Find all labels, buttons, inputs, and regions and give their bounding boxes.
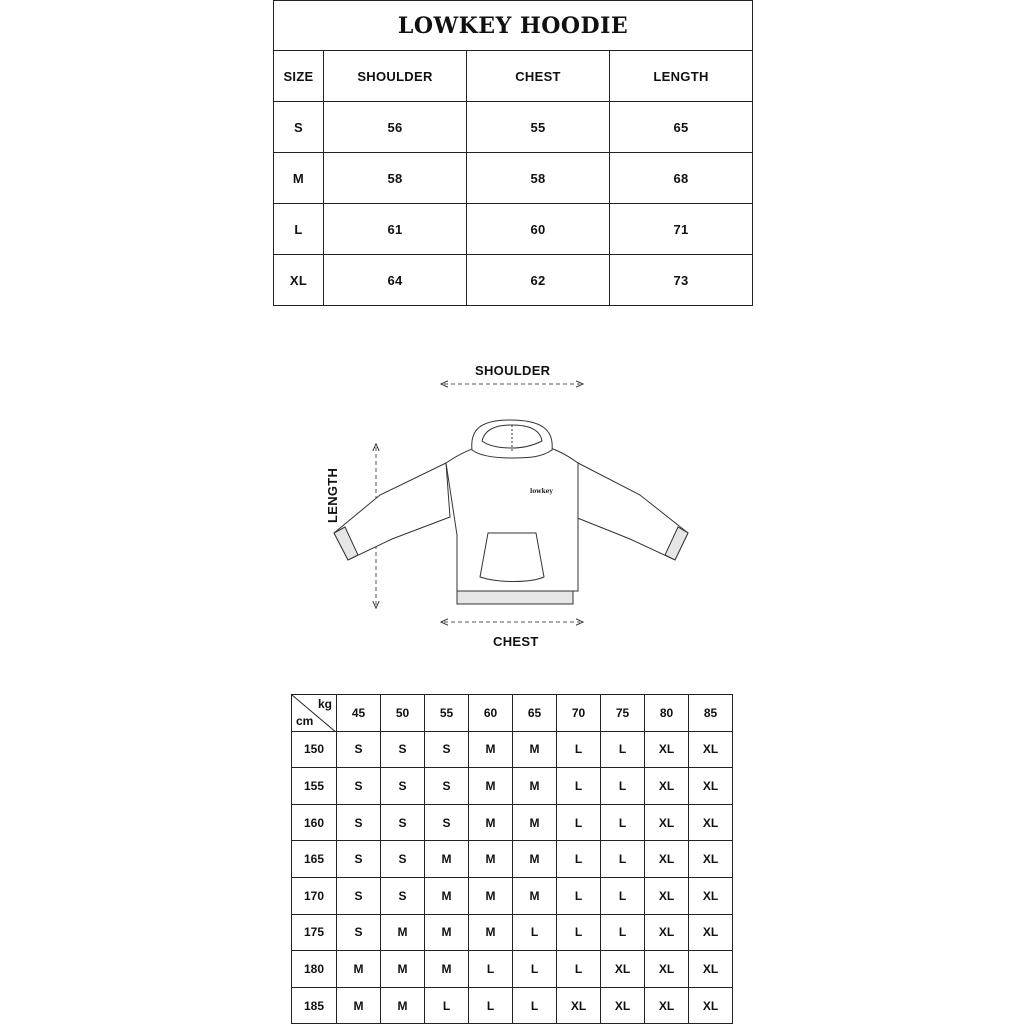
recommended-size-cell: XL xyxy=(689,768,733,805)
recommended-size-cell: XL xyxy=(601,987,645,1024)
size-cell: L xyxy=(274,204,324,255)
kg-cm-corner-cell xyxy=(292,695,337,732)
recommended-size-cell: M xyxy=(381,914,425,951)
height-row xyxy=(292,731,733,768)
recommended-size-cell: M xyxy=(513,768,557,805)
size-row xyxy=(274,153,753,204)
recommended-size-cell: L xyxy=(469,987,513,1024)
recommended-size-cell: L xyxy=(557,841,601,878)
recommended-size-cell: S xyxy=(425,731,469,768)
height-cell: 175 xyxy=(292,914,337,951)
recommended-size-cell: XL xyxy=(645,914,689,951)
height-cell: 180 xyxy=(292,951,337,988)
height-row xyxy=(292,768,733,805)
height-row xyxy=(292,951,733,988)
recommended-size-cell: XL xyxy=(645,768,689,805)
recommended-size-cell: S xyxy=(381,768,425,805)
length-cell: 65 xyxy=(610,102,753,153)
weight-header: 70 xyxy=(557,695,601,732)
weight-header: 50 xyxy=(381,695,425,732)
weight-header: 85 xyxy=(689,695,733,732)
recommended-size-cell: M xyxy=(425,841,469,878)
weight-header: 75 xyxy=(601,695,645,732)
size-recommendation-table xyxy=(291,694,733,1024)
recommended-size-cell: L xyxy=(601,841,645,878)
recommended-size-cell: S xyxy=(381,877,425,914)
recommended-size-cell: XL xyxy=(689,877,733,914)
size-cell: M xyxy=(274,153,324,204)
recommended-size-cell: XL xyxy=(689,731,733,768)
height-row xyxy=(292,914,733,951)
header-length: LENGTH xyxy=(610,51,753,102)
recommended-size-cell: M xyxy=(513,841,557,878)
chest-cell: 55 xyxy=(467,102,610,153)
kg-label: kg xyxy=(317,697,332,711)
hoodie-outline xyxy=(334,420,688,604)
recommended-size-cell: M xyxy=(469,804,513,841)
recommended-size-cell: M xyxy=(381,987,425,1024)
header-size: SIZE xyxy=(274,51,324,102)
size-row xyxy=(274,204,753,255)
recommended-size-cell: S xyxy=(337,804,381,841)
recommended-size-cell: M xyxy=(425,914,469,951)
chest-cell: 62 xyxy=(467,255,610,306)
recommended-size-cell: S xyxy=(381,731,425,768)
recommended-size-cell: XL xyxy=(689,914,733,951)
recommended-size-cell: S xyxy=(337,877,381,914)
recommended-size-cell: M xyxy=(425,951,469,988)
recommended-size-cell: XL xyxy=(689,841,733,878)
length-cell: 68 xyxy=(610,153,753,204)
recommended-size-cell: L xyxy=(601,877,645,914)
recommended-size-cell: L xyxy=(513,987,557,1024)
recommended-size-cell: M xyxy=(469,768,513,805)
header-shoulder: SHOULDER xyxy=(324,51,467,102)
weight-header-row xyxy=(292,695,733,732)
hoodie-logo-text: lowkey xyxy=(530,488,553,495)
shoulder-cell: 61 xyxy=(324,204,467,255)
recommended-size-cell: M xyxy=(513,731,557,768)
length-cell: 73 xyxy=(610,255,753,306)
recommended-size-cell: XL xyxy=(645,841,689,878)
recommended-size-cell: L xyxy=(557,914,601,951)
recommended-size-cell: M xyxy=(469,877,513,914)
recommended-size-cell: L xyxy=(425,987,469,1024)
shoulder-cell: 58 xyxy=(324,153,467,204)
recommended-size-cell: L xyxy=(557,731,601,768)
recommended-size-cell: S xyxy=(425,804,469,841)
recommended-size-cell: L xyxy=(557,804,601,841)
cm-label: cm xyxy=(296,713,314,728)
recommended-size-cell: XL xyxy=(645,804,689,841)
height-row xyxy=(292,841,733,878)
size-cell: XL xyxy=(274,255,324,306)
hoodie-measurement-diagram xyxy=(320,355,720,655)
recommended-size-cell: L xyxy=(601,914,645,951)
recommended-size-cell: M xyxy=(337,951,381,988)
size-chart-table xyxy=(273,0,753,306)
recommended-size-cell: L xyxy=(469,951,513,988)
weight-header: 65 xyxy=(513,695,557,732)
height-cell: 150 xyxy=(292,731,337,768)
length-cell: 71 xyxy=(610,204,753,255)
recommended-size-cell: XL xyxy=(689,987,733,1024)
size-row xyxy=(274,102,753,153)
recommended-size-cell: XL xyxy=(689,804,733,841)
height-row xyxy=(292,877,733,914)
recommended-size-cell: L xyxy=(557,951,601,988)
shoulder-label: SHOULDER xyxy=(475,363,551,378)
recommended-size-cell: M xyxy=(513,804,557,841)
hoodie-illustration xyxy=(320,355,720,655)
weight-header: 60 xyxy=(469,695,513,732)
recommended-size-cell: L xyxy=(513,951,557,988)
height-cell: 170 xyxy=(292,877,337,914)
recommended-size-cell: XL xyxy=(645,951,689,988)
chest-cell: 60 xyxy=(467,204,610,255)
recommended-size-cell: S xyxy=(337,914,381,951)
recommended-size-cell: XL xyxy=(689,951,733,988)
recommended-size-cell: S xyxy=(381,804,425,841)
height-row xyxy=(292,804,733,841)
recommended-size-cell: M xyxy=(513,877,557,914)
weight-header: 55 xyxy=(425,695,469,732)
recommended-size-cell: L xyxy=(601,804,645,841)
size-chart-header-row xyxy=(274,51,753,102)
height-cell: 155 xyxy=(292,768,337,805)
recommended-size-cell: XL xyxy=(601,951,645,988)
weight-header: 80 xyxy=(645,695,689,732)
recommended-size-cell: L xyxy=(557,877,601,914)
recommended-size-cell: S xyxy=(337,768,381,805)
recommended-size-cell: L xyxy=(601,731,645,768)
recommended-size-cell: L xyxy=(601,768,645,805)
recommended-size-cell: M xyxy=(425,877,469,914)
recommended-size-cell: M xyxy=(469,731,513,768)
recommended-size-cell: M xyxy=(337,987,381,1024)
size-row xyxy=(274,255,753,306)
recommended-size-cell: S xyxy=(381,841,425,878)
recommended-size-cell: M xyxy=(381,951,425,988)
length-label: LENGTH xyxy=(325,467,340,523)
height-cell: 185 xyxy=(292,987,337,1024)
shoulder-cell: 56 xyxy=(324,102,467,153)
chest-label: CHEST xyxy=(493,634,539,649)
recommended-size-cell: M xyxy=(469,914,513,951)
height-row xyxy=(292,987,733,1024)
recommended-size-cell: L xyxy=(513,914,557,951)
height-cell: 165 xyxy=(292,841,337,878)
size-chart-title: LOWKEY HOODIE xyxy=(274,1,753,51)
shoulder-cell: 64 xyxy=(324,255,467,306)
recommended-size-cell: XL xyxy=(645,877,689,914)
recommended-size-cell: S xyxy=(337,841,381,878)
header-chest: CHEST xyxy=(467,51,610,102)
chest-cell: 58 xyxy=(467,153,610,204)
recommended-size-cell: XL xyxy=(557,987,601,1024)
weight-header: 45 xyxy=(337,695,381,732)
recommended-size-cell: XL xyxy=(645,731,689,768)
height-cell: 160 xyxy=(292,804,337,841)
size-cell: S xyxy=(274,102,324,153)
recommended-size-cell: XL xyxy=(645,987,689,1024)
recommended-size-cell: S xyxy=(337,731,381,768)
recommended-size-cell: M xyxy=(469,841,513,878)
recommended-size-cell: L xyxy=(557,768,601,805)
recommended-size-cell: S xyxy=(425,768,469,805)
